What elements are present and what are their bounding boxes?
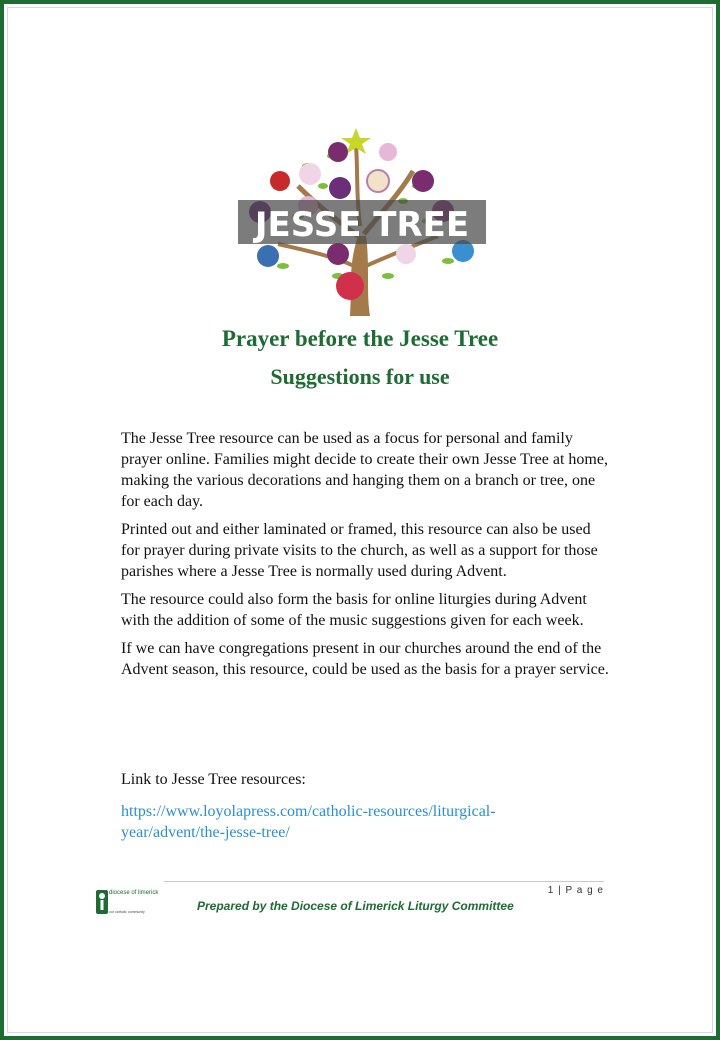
diocese-logo xyxy=(96,890,159,920)
resource-link-line-1[interactable]: https://www.loyolapress.com/catholic-resources/liturgical- xyxy=(121,803,496,820)
page-number: 1 | P a g e xyxy=(547,885,604,896)
banner-text: JESSE TREE xyxy=(254,205,470,245)
logo-tagline: our catholic community xyxy=(109,910,145,914)
resource-link[interactable] xyxy=(121,801,561,843)
jesse-tree-illustration xyxy=(238,126,486,316)
page-title: Prayer before the Jesse Tree xyxy=(221,326,499,351)
page-subtitle: Suggestions for use xyxy=(270,364,450,389)
resource-link-line-2[interactable]: year/advent/the-jesse-tree/ xyxy=(121,824,290,841)
paragraph: Printed out and either laminated or framed, this resource can also be used for prayer during private visits to the church, as well as a support for those parishes where a Jesse Tree is normally used during Advent. xyxy=(121,521,598,580)
paragraph: If we can have congregations present in our churches around the end of the Advent season, this resource, could be used as the basis for a prayer service. xyxy=(121,640,609,678)
footer-prepared-by: Prepared by the Diocese of Limerick Liturgy Committee xyxy=(197,899,514,913)
logo-name: diocese of limerick xyxy=(109,890,159,896)
link-label: Link to Jesse Tree resources: xyxy=(121,771,306,788)
paragraph: The Jesse Tree resource can be used as a focus for personal and family prayer online. Families might decide to create their own Jesse Tree at home, making the various decorations and hanging them on a branch or tree, one for each day. xyxy=(121,430,608,510)
diocese-logo-icon xyxy=(96,890,108,914)
footer-divider xyxy=(164,881,604,882)
body-text xyxy=(121,428,609,687)
paragraph: The resource could also form the basis for online liturgies during Advent with the addition of some of the music suggestions given for each week. xyxy=(121,591,587,629)
